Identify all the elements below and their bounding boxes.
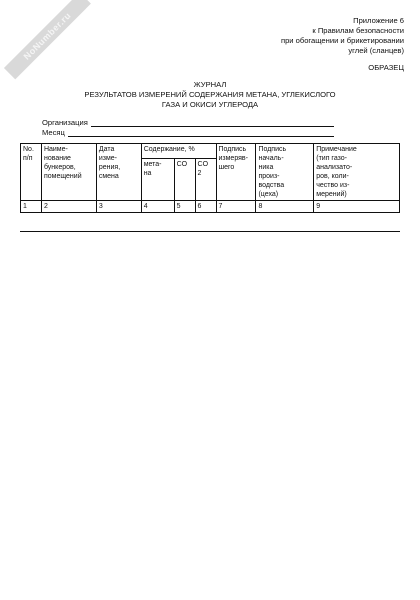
organization-line (91, 118, 334, 127)
number-cell: 8 (256, 201, 314, 213)
number-cell: 6 (195, 201, 216, 213)
header-row (21, 144, 400, 159)
number-cell: 4 (141, 201, 174, 213)
header-signature-head-text: Подпись началь- ника произ- водства (цеха) (258, 146, 287, 198)
header-note (314, 144, 400, 201)
journal-subtitle-line: ГАЗА И ОКИСИ УГЛЕРОДА (161, 100, 259, 109)
appendix-line: при обогащении и брикетировании (280, 36, 404, 45)
header-date-text: Дата изме- рения, смена (98, 146, 121, 180)
sample-label: ОБРАЗЕЦ (368, 63, 404, 72)
organization-field (42, 117, 334, 127)
header-co2-text: CO 2 (197, 161, 209, 177)
watermark: NoNumber.ru (4, 0, 91, 79)
journal-heading (0, 80, 420, 110)
number-cell: 9 (314, 201, 400, 213)
appendix-line: к Правилам безопасности (312, 26, 404, 35)
header-co (174, 159, 195, 201)
number-cell: 3 (96, 201, 141, 213)
month-label: Месяц (42, 128, 65, 137)
journal-subtitle-line: РЕЗУЛЬТАТОВ ИЗМЕРЕНИЙ СОДЕРЖАНИЯ МЕТАНА, УГЛЕКИСЛОГО (84, 90, 336, 99)
header-content-group (141, 144, 216, 159)
header-no (21, 144, 42, 201)
header-date (96, 144, 141, 201)
header-content-text: Содержание, % (143, 146, 195, 153)
header-signature-head (256, 144, 314, 201)
header-co-text: CO (176, 161, 188, 168)
number-cell: 5 (174, 201, 195, 213)
bottom-rule (20, 231, 400, 232)
measurement-table (20, 143, 400, 213)
number-cell: 1 (21, 201, 42, 213)
appendix-line: Приложение 6 (353, 16, 404, 25)
number-cell: 2 (41, 201, 96, 213)
header-methane-text: мета- на (143, 161, 162, 177)
header-signature-measurer-text: Подпись измеряв- шего (218, 146, 248, 171)
header-fields (42, 117, 334, 137)
organization-label: Организация (42, 118, 88, 127)
header-signature-measurer (216, 144, 256, 201)
header-methane (141, 159, 174, 201)
header-note-text: Примечание (тип газо- анализато- ров, коли- чество из- мерений) (316, 146, 357, 198)
header-no-text: No. п/п (23, 146, 34, 162)
header-co2 (195, 159, 216, 201)
header-name-text: Наиме- нование бункеров, помещений (43, 146, 82, 180)
header-name (41, 144, 96, 201)
month-field (42, 127, 334, 137)
month-line (68, 128, 334, 137)
appendix-note (281, 16, 404, 56)
journal-title: ЖУРНАЛ (193, 80, 227, 89)
number-cell: 7 (216, 201, 256, 213)
appendix-line: углей (сланцев) (348, 46, 404, 55)
number-row (21, 201, 400, 213)
